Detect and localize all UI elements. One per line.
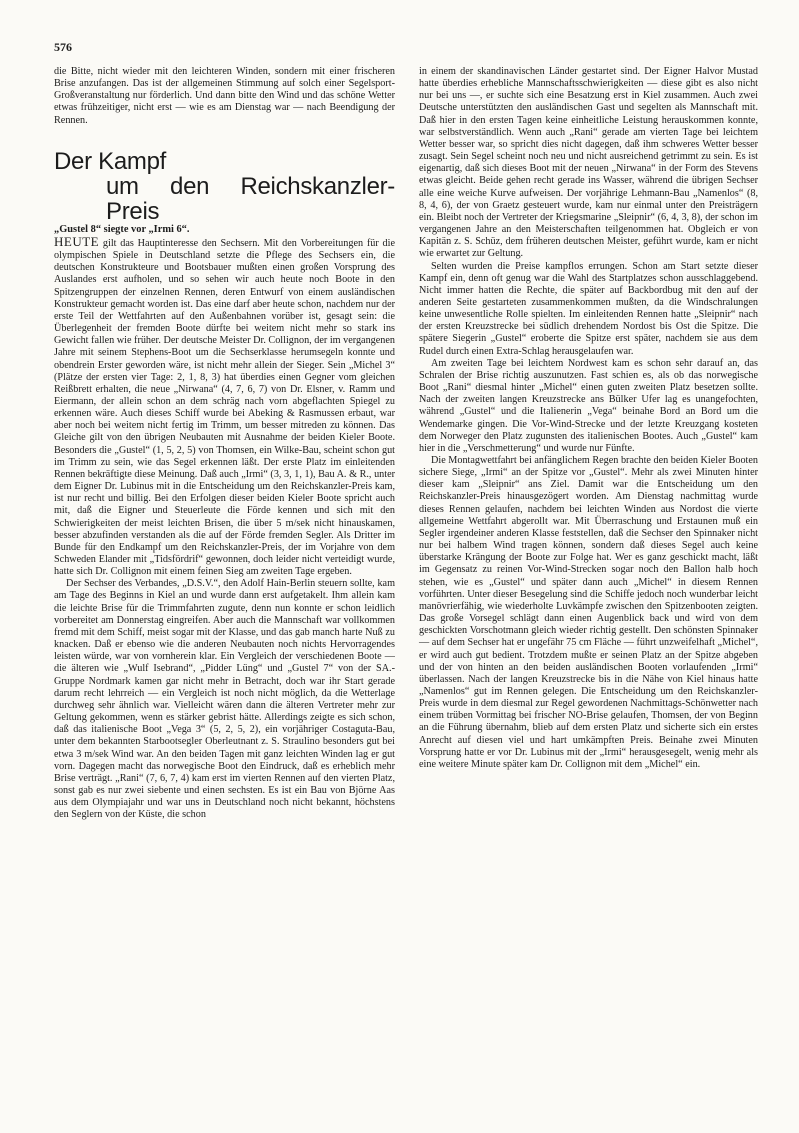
article-paragraph: Am zweiten Tage bei leichtem Nordwest kam es schon sehr darauf an, das Schralen der Brise richtig auszunutzen. Fast schien es, als ob das norwegische Boot „Rani“ diesmal hinter „Michel“ einen guten zweiten Platz besetzen sollte. Nach der zweiten langen Kreuzstrecke ans Bülker Ufer lag es unangefochten, während „Gustel“ und die Italienerin „Vega“ beinahe Bord an Bord um die Wendemarke gingen. Die Vor-Wind-Strecke und der letzte Kreuzgang kosteten dem Norweger den Platz zugunsten des italienischen Bootes. Auch „Gustel“ kam hier in die „Verschmetterung“ und wurde nur Fünfte. xyxy=(419,357,758,454)
article-paragraph: in einem der skandinavischen Länder gestartet sind. Der Eigner Halvor Mustad hatte überdies erhebliche Mannschaftsschwierigkeiten — diese gibt es also nicht nur bei uns —, er suchte sich eine Besatzung erst in Kiel zusammen. Auch zwei Deutsche unterstützten den ausländischen Gast und segelten als Mannschaft mit. Daß hier in den ersten Tagen keine einheitliche Leistung herauskommen konnte, war selbstverständlich. Wenn auch „Rani“ gerade am vierten Tage bei leichtem Wetter besser war, so spricht dies nicht dagegen, daß ihm schweres Wetter besser zusagt. Sein Segel scheint noch neu und nicht ausreichend getrimmt zu sein. Es ist eigenartig, daß sich dieses Boot mit der neuen „Nirwana“ in der Form des Stevens etwas gleicht. Beide gehen recht gerade ins Wasser, während die übrigen Sechser alle eine weiche Kurve aufweisen. Der vorjährige Lehmann-Bau „Namenlos“ (8, 8, 4, 6), der von Graetz gesteuert wurde, kam nur einmal unter den Preisträgern ein. Bleibt noch der Vertreter der Kriegsmarine „Sleipnir“ (6, 4, 3, 8), der schon im vergangenen Jahre an den Meisterschaften teilgenommen hat. Obgleich er von Kapitän z. S. Schüz, dem früheren deutschen Meister, geführt wurde, kam er nicht wie erwartet zur Geltung. xyxy=(419,66,758,260)
headline-line-2: um den Reichskanzler-Preis xyxy=(106,172,395,225)
article-headline xyxy=(54,149,395,224)
headline-line-1: Der Kampf xyxy=(54,147,167,175)
intro-paragraph: die Bitte, nicht wieder mit den leichteren Winden, sondern mit einer frischeren Brise anzufangen. Das ist der allgemeinen Stimmung auf solch einer Segelsport-Großveranstaltung nur förderlich. Und dann bitte den Wind und das schöne Wetter etwas frühzeitiger, nicht erst — wie es am Dienstag war — nach Beendigung der Rennen. xyxy=(54,66,395,126)
right-column xyxy=(419,66,758,771)
subheadline: „Gustel 8“ siegte vor „Irmi 6“. xyxy=(54,223,190,235)
page-number: 576 xyxy=(54,40,72,54)
article-paragraph-text: gilt das Hauptinteresse den Sechsern. Mit den Vorbereitungen für die olympischen Spiele in Deutschland setzte die Pflege des Sechsers ein, die deutschen Konstrukteure und Bootsbauer mußten einen großen Vorsprung des Auslandes erst aufholen, und so sehen wir auch heute noch Boote in den Spitzengruppen der einzelnen Rennen, deren Entwurf von einem ausländischen Konstrukteur gemacht worden ist. Das eine darf aber heute schon, nachdem nur der erste Teil der Wettfahrten auf den Außenbahnen vorüber ist, gesagt sein: die Überlegenheit der fremden Boote dürfte bei weitem nicht mehr so stark ins Gewicht fallen wie früher. Der deutsche Meister Dr. Collignon, der im vergangenen Jahre mit seinem Stephens-Boot um die Sechserklasse herumsegeln konnte und obendrein Erster geworden wäre, ist nicht mehr allein der Sieger. Sein „Michel 3“ (Plätze der ersten vier Tage: 2, 1, 8, 3) hat überdies einen Gegner vom gleichen Reißbrett erhalten, die neue „Nirwana“ (4, 7, 6, 7) von Dr. Elsner, v. Ramm und Eiermann, der allein schon an dem schräg nach vorn abgeflachten Spiegel zu erkennen wäre. Auch dieses Schiff wurde bei Abeking & Rasmussen erbaut, war aber noch bei weitem nicht fertig im Trimm, um besser mitreden zu können. Das Gleiche gilt von den übrigen Neubauten mit Ausnahme der beiden Kieler Boote. Besonders die „Gustel“ (1, 5, 2, 5) von Thomsen, ein Wilke-Bau, scheint schon gut im Trimm zu sein, wie das Segel erkennen läßt. Der erste Platz im einleitenden Rennen bekräftigte diese Meinung. Daß auch „Irmi“ (3, 3, 1, 1), Bau A. & R., unter dem Eigner Dr. Lubinus mit in die Entscheidung um den Reichskanzler-Preis kam, ist nur recht und billig. Bei den Erfolgen dieser beiden Kieler Boote spricht auch mit, daß die Eigner und Steuerleute die Förde kennen und sich mit den Schwierigkeiten der meist leichten Brisen, die über 5 m/sek nicht hinauskamen, besser abzufinden verstanden als die auf der Förde fremden Segler. Als Dritter im Bunde für den Endkampf um den Reichskanzler-Preis, der im Vorjahre von dem Schweden Elander mit „Tidsfördrif“ gewonnen, doch leider nicht verteidigt wurde, hatte sich Dr. Collignon mit einem feinen Sieg am zweiten Tage ergeben. xyxy=(54,237,395,578)
article-paragraph xyxy=(54,233,395,578)
drop-cap: HEUTE xyxy=(54,233,100,249)
article-paragraph: Die Montagwettfahrt bei anfänglichem Regen brachte den beiden Kieler Booten sichere Siege, „Irmi“ an der Spitze vor „Gustel“. Mehr als zwei Minuten hinter dieser kam „Sleipnir“ ans Ziel. Damit war die Entscheidung um den Reichskanzler-Preis hinausgezögert worden. Am Dienstag nachmittag wurde dieses Rennen gelaufen, nachdem bei leichten Winden aus Nordost die vierte allgemeine Wettfahrt abgerollt war. Mit Überraschung und Erstaunen muß ein Segler irgendeiner anderen Klasse feststellen, daß die Sechser den Spinnaker nicht nur bei halbem Wind tragen können, sondern daß dieses Segel auch keine überstarke Krängung der Boote zur Folge hat. Wer es ganz geschickt macht, läßt im Gegensatz zu reinen Vor-Wind-Strecken sogar noch den Ballon halb hoch stehen, wie es „Gustel“ und später dann auch „Michel“ in diesem Rennen vorführten. Unter dieser Besegelung sind die Schiffe jedoch noch wunderbar leicht manövrierfähig, wie wiederholte Luvkämpfe zwischen den Spitzenbooten zeigten. Das große Vorsegel schlägt dann einen Augenblick back und wird von dem geschickten Vorschotmann gleich wieder richtig gestellt. Den schönsten Spinnaker — auf dem Sechser hat er ungefähr 75 cm Fläche — führt unzweifelhaft „Michel“, er wird auch gut bedient. Trotzdem mußte er seinen Platz an der Spitze abgeben und der von hinten an den beiden ausländischen Booten vorlaufenden „Irmi“ überlassen. Nach der langen Kreuzstrecke bis in die Nähe von Kiel hinaus hatte „Namenlos“ gut im Rennen gelegen. Die Entscheidung um den Reichskanzler-Preis wurde in dem diesmal zur Regel gewordenen Nachmittags-Schönwetter nach einem trüben Vormittag bei frischer NO-Brise gelaufen, Thomsen, der von Beginn an die Führung übernahm, blieb auf dem ersten Platz und sicherte sich ein erstes Anrecht auf diesen viel und hart umkämpften Preis. Beinahe zwei Minuten Vorsprung hatte er vor Dr. Lubinus mit der „Irmi“ herausgesegelt, wenig mehr als eine weitere Minute später kam Dr. Collignon mit dem „Michel“ ein. xyxy=(419,455,758,770)
article-paragraph: Selten wurden die Preise kampflos errungen. Schon am Start setzte dieser Kampf ein, denn oft genug war die Wahl des Startplatzes schon ausschlaggebend. Nicht immer hatten die Rechte, die später auf Backbordbug mit den auf der anderen Seite gestarteten zusammenkommen mußten, da die Windschralungen keine unwesentliche Rolle spielten. Im einleitenden Rennen hatte „Sleipnir“ nach der ersten Kreuzstrecke bei südlich drehendem Nordost bis Ost die Spitze. Die spätere Siegerin „Gustel“ eroberte die Spitze erst später, nachdem sie aus dem Rudel durch einen Extra-Schlag herausgelaufen war. xyxy=(419,260,758,357)
article-paragraph: Der Sechser des Verbandes, „D.S.V.“, den Adolf Hain-Berlin steuern sollte, kam am Tage des Beginns in Kiel an und wurde dann erst aufgetakelt. Ihm allein kam die leichte Brise für die Trimmfahrten zugute, denn nun konnte er schon leidlich vorbereitet am Donnerstag eingreifen. Aber auch die Mannschaft war vollkommen fremd mit dem Schiff, meist sogar mit der Klasse, und das gab manch harte Nuß zu knacken. Daß er ebenso wie die anderen Neubauten noch nichts Hervorragendes leisten würde, war von vornherein klar. Ein Vergleich der verschiedenen Boote — die älteren wie „Wulf Isebrand“, „Pidder Lüng“ und „Gustel 7“ von der SA.-Gruppe Nordmark kamen gar nicht mehr in Betracht, doch war ihr Start gerade darum recht lehrreich — ein Vergleich ist noch nicht möglich, da die Wetterlage durchweg sehr ähnlich war. Vielleicht wären dann die älteren Vertreter mehr zur Geltung gekommen, wenn es stärker gebrist hätte. Allerdings zeigte es sich schon, daß das italienische Boot „Vega 3“ (5, 2, 5, 2), ein vorjähriger Costaguta-Bau, unter dem bekannten Starbootsegler Oberleutnant z. S. Straulino besonders gut bei etwa 3 m/sek Wind war. An den beiden Tagen mit ganz leichten Winden lag er gut vorn. Dagegen macht das norwegische Boot den Eindruck, daß es erheblich mehr Brise verträgt. „Rani“ (7, 6, 7, 4) kam erst im vierten Rennen auf den vierten Platz, sonst gab es nur zwei siebente und einen sechsten. Es ist ein Bau von Björne Aas aus dem Olympiajahr und war uns in Deutschland noch nicht bekannt, höchstens den Seglern von der Küste, die schon xyxy=(54,578,395,821)
left-column xyxy=(54,66,395,821)
